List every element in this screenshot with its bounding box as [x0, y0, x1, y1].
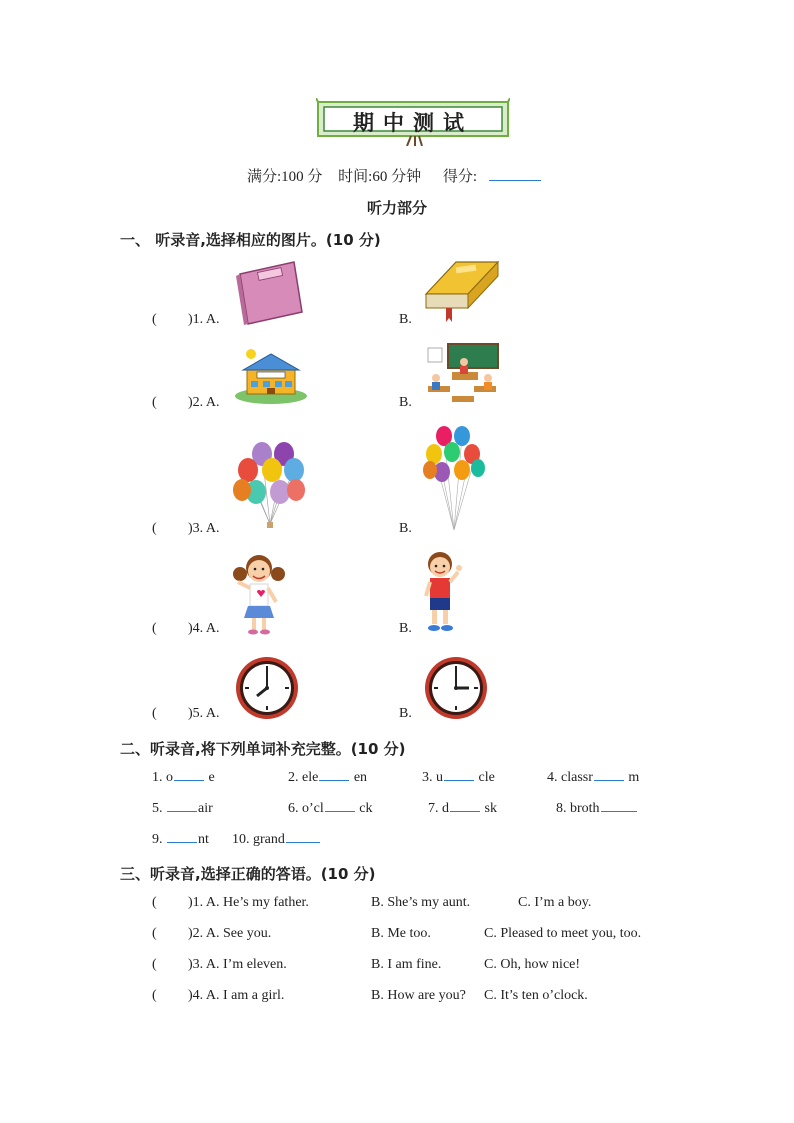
option-b-label: B. [399, 395, 412, 410]
question-option-b: B. I am fine. [371, 957, 442, 972]
pink-book-icon[interactable] [232, 260, 304, 326]
word-prefix: 9. [152, 832, 166, 847]
yellow-book-icon[interactable] [420, 258, 500, 326]
exam-meta [0, 165, 794, 186]
question-option-c: C. It’s ten o’clock. [484, 988, 588, 1003]
option-b-label: B. [399, 312, 412, 327]
word-blank[interactable] [174, 780, 204, 781]
score-label: 得分: [442, 169, 477, 185]
question-option-a: )3. A. I’m eleven. [188, 957, 287, 972]
word-prefix: 2. ele [288, 770, 319, 785]
answer-bracket[interactable]: ( [152, 621, 157, 636]
item-label: )1. A. [188, 312, 220, 327]
full-marks: 满分:100 分 [246, 169, 323, 185]
page-title: 期中测试 [353, 111, 473, 135]
boy-icon[interactable] [420, 550, 466, 636]
word-item[interactable] [152, 801, 213, 817]
section1-heading: 一、 听录音,选择相应的图片。(10 分) [120, 231, 381, 249]
answer-bracket[interactable]: ( [152, 521, 157, 536]
word-suffix: m [628, 770, 640, 785]
word-blank[interactable] [444, 780, 474, 781]
word-item[interactable] [428, 801, 497, 817]
word-item[interactable] [422, 770, 495, 786]
girl-icon[interactable] [232, 552, 286, 636]
part-title: 听力部分 [366, 199, 427, 217]
word-suffix: nt [198, 832, 209, 847]
item-label: )3. A. [188, 521, 220, 536]
item-label: )2. A. [188, 395, 220, 410]
score-field[interactable] [437, 169, 547, 185]
balloons-string-icon[interactable] [422, 424, 488, 532]
answer-bracket[interactable]: ( [152, 395, 157, 410]
word-prefix: 8. broth [556, 801, 600, 816]
section2-heading: 二、听录音,将下列单词补充完整。(10 分) [120, 740, 406, 758]
word-blank[interactable] [167, 811, 197, 812]
time-limit: 时间:60 分钟 [338, 169, 422, 185]
word-blank[interactable] [601, 811, 637, 812]
option-b-label: B. [399, 706, 412, 721]
word-prefix: 1. o [152, 770, 173, 785]
word-prefix: 4. classr [547, 770, 593, 785]
word-prefix: 5. [152, 801, 166, 816]
word-suffix: ck [359, 801, 373, 816]
word-suffix: sk [484, 801, 497, 816]
clock-three-icon[interactable] [423, 655, 489, 721]
word-suffix: en [353, 770, 368, 785]
word-item[interactable] [547, 770, 639, 786]
answer-bracket[interactable]: ( [152, 957, 157, 972]
title-banner [316, 98, 510, 146]
word-blank[interactable] [167, 842, 197, 843]
classroom-icon[interactable] [422, 342, 504, 408]
question-option-c: C. Oh, how nice! [484, 957, 581, 972]
word-suffix: e [208, 770, 215, 785]
word-blank[interactable] [594, 780, 624, 781]
word-item[interactable] [152, 770, 215, 786]
question-option-a: )2. A. See you. [188, 926, 272, 941]
word-prefix: 3. u [422, 770, 443, 785]
item-label: )4. A. [188, 621, 220, 636]
question-option-b: B. Me too. [371, 926, 431, 941]
word-blank[interactable] [325, 811, 355, 812]
answer-bracket[interactable]: ( [152, 895, 157, 910]
answer-bracket[interactable]: ( [152, 988, 157, 1003]
balloons-bunch-icon[interactable] [232, 440, 308, 536]
clock-eight-icon[interactable] [234, 655, 300, 721]
word-blank[interactable] [319, 780, 349, 781]
question-option-b: B. She’s my aunt. [371, 895, 471, 910]
word-item[interactable] [152, 832, 209, 848]
answer-bracket[interactable]: ( [152, 706, 157, 721]
question-option-c: C. Pleased to meet you, too. [484, 926, 642, 941]
question-option-c: C. I’m a boy. [518, 895, 592, 910]
word-prefix: 7. d [428, 801, 449, 816]
word-blank[interactable] [450, 811, 480, 812]
word-prefix: 6. o’cl [288, 801, 324, 816]
question-option-a: )1. A. He’s my father. [188, 895, 309, 910]
question-option-a: )4. A. I am a girl. [188, 988, 285, 1003]
option-b-label: B. [399, 521, 412, 536]
word-blank[interactable] [286, 842, 320, 843]
item-label: )5. A. [188, 706, 220, 721]
school-building-icon[interactable] [233, 346, 309, 406]
word-suffix: air [198, 801, 213, 816]
option-b-label: B. [399, 621, 412, 636]
word-item[interactable] [288, 770, 367, 786]
word-item[interactable] [556, 801, 638, 817]
word-item[interactable] [288, 801, 372, 817]
word-suffix: cle [478, 770, 495, 785]
score-blank[interactable] [489, 180, 541, 181]
word-item[interactable] [232, 832, 321, 848]
answer-bracket[interactable]: ( [152, 312, 157, 327]
question-option-b: B. How are you? [371, 988, 466, 1003]
section3-heading: 三、听录音,选择正确的答语。(10 分) [120, 865, 376, 883]
word-prefix: 10. grand [232, 832, 285, 847]
answer-bracket[interactable]: ( [152, 926, 157, 941]
